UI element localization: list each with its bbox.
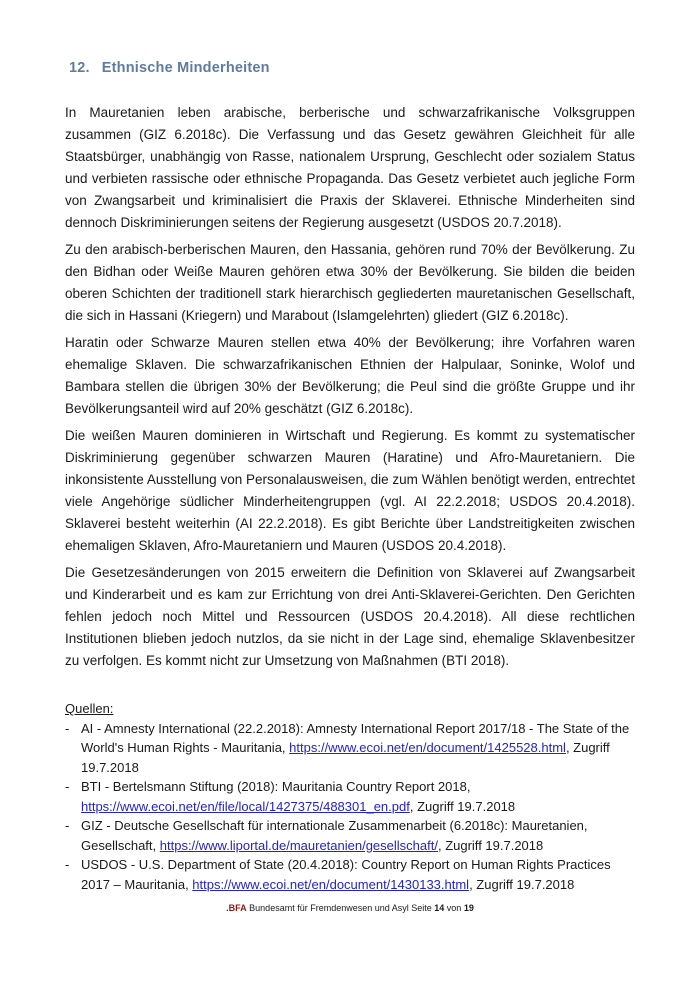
bullet-dash: - bbox=[65, 857, 70, 872]
page-footer bbox=[0, 903, 700, 913]
source-item-giz bbox=[65, 816, 635, 855]
source-text-after: , Zugriff 19.7.2018 bbox=[409, 798, 516, 814]
source-item-bti bbox=[65, 777, 635, 816]
source-text: AI - Amnesty International (22.2.2018): Amnesty International Report 2017/18 - The State of the World's Human Rights - Mauritania, bbox=[81, 720, 630, 755]
footer-separator: von bbox=[444, 903, 464, 913]
paragraph-1: In Mauretanien leben arabische, berberische und schwarzafrikanische Volksgruppen zusammen (GIZ 6.2018c). Die Verfassung und das Gesetz gewähren Gleichheit für alle Staatsbürger, unabhängig von Rasse, nationalem Ursprung, Geschlecht oder sozialem Status und verbieten rassische oder ethnische Propaganda. Das Gesetz verbietet auch jegliche Form von Zwangsarbeit und kriminalisiert die Praxis der Sklaverei. Ethnische Minderheiten sind dennoch Diskriminierungen seitens der Regierung ausgesetzt (USDOS 20.7.2018). bbox=[65, 105, 635, 230]
source-item-ai bbox=[65, 719, 635, 778]
sources-heading: Quellen: bbox=[65, 701, 114, 716]
source-link-ecoi-488301[interactable]: https://www.ecoi.net/en/file/local/1427375/488301_en.pdf bbox=[81, 798, 410, 814]
paragraph-5: Die Gesetzesänderungen von 2015 erweitern die Definition von Sklaverei auf Zwangsarbeit und Kinderarbeit und es kam zur Errichtung von drei Anti-Sklaverei-Gerichten. Den Gerichten fehlen jedoch noch Mittel und Ressourcen (USDOS 20.4.2018). All diese rechtlichen Institutionen blieben jedoch nutzlos, da sie nicht in der Lage sind, ehemalige Sklavenbesitzer zu verfolgen. Es kommt nicht zur Umsetzung von Maßnahmen (BTI 2018). bbox=[65, 565, 635, 668]
source-text: BTI - Bertelsmann Stiftung (2018): Mauritania Country Report 2018, bbox=[81, 779, 471, 794]
source-list bbox=[65, 719, 635, 895]
paragraph-3: Haratin oder Schwarze Mauren stellen etwa 40% der Bevölkerung; ihre Vorfahren waren ehemalige Sklaven. Die schwarzafrikanischen Ethnien der Halpulaar, Soninke, Wolof und Bambara stellen die übrigen 30% der Bevölkerung; die Peul sind die größte Gruppe und ihr Bevölkerungsanteil wird auf 20% geschätzt (GIZ 6.2018c). bbox=[65, 335, 635, 416]
bfa-logo: .BFA bbox=[226, 903, 247, 913]
bullet-dash: - bbox=[65, 818, 70, 833]
source-text-after: , Zugriff 19.7.2018 bbox=[437, 837, 544, 853]
section-title: Ethnische Minderheiten bbox=[101, 60, 270, 76]
section-number: 12. bbox=[69, 60, 90, 76]
source-item-usdos bbox=[65, 855, 635, 894]
bullet-dash: - bbox=[65, 779, 70, 794]
source-link-ecoi-1425528[interactable]: https://www.ecoi.net/en/document/1425528.html bbox=[289, 740, 566, 755]
source-text: GIZ - Deutsche Gesellschaft für internationale Zusammenarbeit (6.2018c): Mauretanien, Gesellschaft, bbox=[81, 818, 588, 853]
source-text-after: , Zugriff 19.7.2018 bbox=[469, 876, 575, 892]
section-heading bbox=[69, 60, 635, 76]
footer-page-number: 14 bbox=[434, 903, 445, 913]
paragraph-2: Zu den arabisch-berberischen Mauren, den Hassania, gehören rund 70% der Bevölkerung. Zu den Bidhan oder Weiße Mauren gehören etwa 30% der Bevölkerung. Sie bilden die beiden oberen Schichten der traditionell stark hierarchisch gegliederten mauretanischen Gesellschaft, die sich in Hassani (Kriegern) und Marabout (Islamgelehrten) gliedert (GIZ 6.2018c). bbox=[65, 242, 635, 323]
source-text-after: , Zugriff 19.7.2018 bbox=[81, 740, 610, 775]
paragraph-4: Die weißen Mauren dominieren in Wirtschaft und Regierung. Es kommt zu systematischer Diskriminierung gegenüber schwarzen Mauren (Haratine) und Afro-Mauretaniern. Die inkonsistente Ausstellung von Personalausweisen, die zum Wählen benötigt werden, entrechtet viele Angehörige südlicher Minderheitengruppen (vgl. AI 22.2.2018; USDOS 20.4.2018). Sklaverei besteht weiterhin (AI 22.2.2018). Es gibt Berichte über Landstreitigkeiten zwischen ehemaligen Sklaven, Afro-Mauretaniern und Mauren (USDOS 20.4.2018). bbox=[65, 428, 635, 553]
source-link-ecoi-1430133[interactable]: https://www.ecoi.net/en/document/1430133.html bbox=[192, 876, 470, 892]
footer-page-total: 19 bbox=[463, 903, 474, 913]
source-text: USDOS - U.S. Department of State (20.4.2018): Country Report on Human Rights Practices 2017 – Mauritania, bbox=[81, 857, 611, 892]
bullet-dash: - bbox=[65, 720, 70, 736]
source-link-liportal[interactable]: https://www.liportal.de/mauretanien/gesellschaft/ bbox=[159, 837, 438, 853]
footer-text: Bundesamt für Fremdenwesen und Asyl Seite bbox=[246, 903, 435, 913]
page-content bbox=[65, 60, 635, 894]
